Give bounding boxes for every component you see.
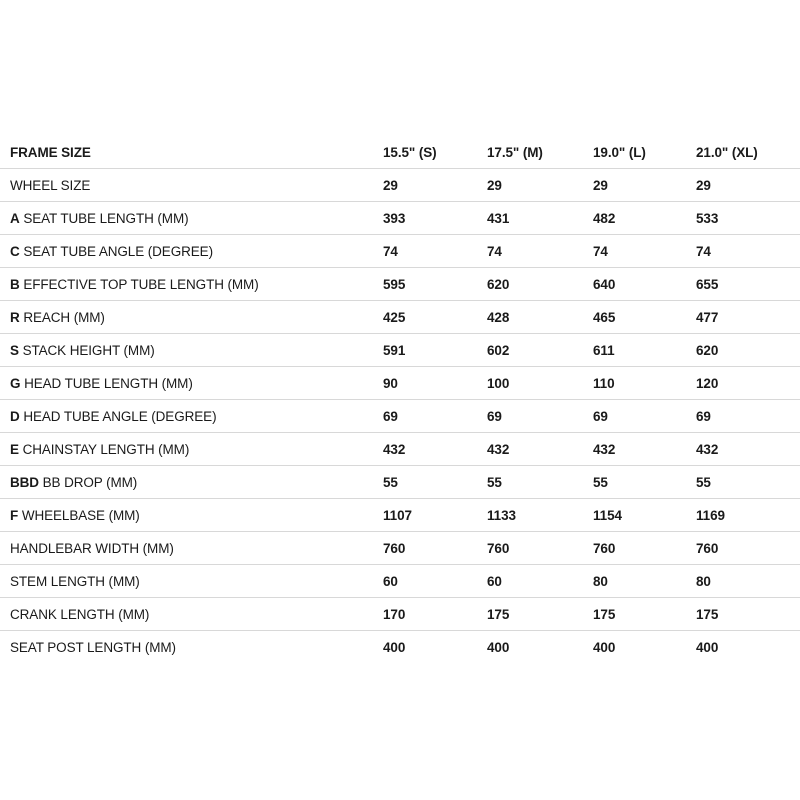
value-cell-s: 393	[383, 202, 487, 235]
measurement-name: WHEELBASE (MM)	[21, 507, 140, 523]
row-label	[0, 235, 383, 268]
table-row	[0, 598, 800, 631]
value-cell-m: 74	[487, 235, 593, 268]
dimension-code: B	[10, 276, 20, 292]
measurement-name: EFFECTIVE TOP TUBE LENGTH (MM)	[23, 276, 259, 292]
value-cell-m: 69	[487, 400, 593, 433]
measurement-name: SEAT TUBE ANGLE (DEGREE)	[23, 243, 213, 259]
value-cell-l: 482	[593, 202, 696, 235]
value-cell-xl: 55	[696, 466, 800, 499]
dimension-code: BBD	[10, 474, 39, 490]
value-cell-xl: 120	[696, 367, 800, 400]
dimension-code: D	[10, 408, 20, 424]
value-cell-l: 640	[593, 268, 696, 301]
value-cell-xl: 80	[696, 565, 800, 598]
table-row	[0, 400, 800, 433]
measurement-name: SEAT POST LENGTH (MM)	[10, 639, 176, 655]
dimension-code: C	[10, 243, 20, 259]
size-header-xl: 21.0" (XL)	[696, 136, 800, 169]
measurement-name: CHAINSTAY LENGTH (MM)	[22, 441, 190, 457]
value-cell-m: 602	[487, 334, 593, 367]
value-cell-m: 620	[487, 268, 593, 301]
value-cell-s: 90	[383, 367, 487, 400]
value-cell-s: 60	[383, 565, 487, 598]
dimension-code: R	[10, 309, 20, 325]
dimension-code: E	[10, 441, 19, 457]
row-label	[0, 334, 383, 367]
table-row	[0, 268, 800, 301]
measurement-name: REACH (MM)	[23, 309, 105, 325]
value-cell-l: 69	[593, 400, 696, 433]
value-cell-s: 425	[383, 301, 487, 334]
size-header-s: 15.5" (S)	[383, 136, 487, 169]
value-cell-xl: 477	[696, 301, 800, 334]
value-cell-m: 400	[487, 639, 510, 655]
value-cell-m: 431	[487, 202, 593, 235]
size-header-m: 17.5" (M)	[487, 136, 593, 169]
header-row	[0, 136, 800, 169]
table-row	[0, 532, 800, 565]
measurement-name: STACK HEIGHT (MM)	[22, 342, 155, 358]
value-cell-l: 611	[593, 334, 696, 367]
geometry-table	[0, 136, 800, 663]
value-cell-xl: 432	[696, 433, 800, 466]
measurement-name: CRANK LENGTH (MM)	[10, 606, 150, 622]
value-cell-s: 760	[383, 532, 487, 565]
geometry-table-body	[0, 136, 800, 663]
value-cell-l: 175	[593, 598, 696, 631]
row-label	[0, 631, 383, 664]
value-cell-s: 55	[383, 466, 487, 499]
measurement-name: HEAD TUBE LENGTH (MM)	[24, 375, 193, 391]
value-cell-m: 55	[487, 466, 593, 499]
table-row	[0, 367, 800, 400]
value-cell-s: 591	[383, 334, 487, 367]
dimension-code: S	[10, 342, 19, 358]
table-row	[0, 334, 800, 367]
frame-size-header: FRAME SIZE	[0, 136, 383, 169]
value-cell-xl: 175	[696, 598, 800, 631]
row-label	[0, 565, 383, 598]
value-cell-xl: 1169	[696, 499, 800, 532]
value-cell-xl: 620	[696, 334, 800, 367]
row-label	[0, 268, 383, 301]
value-cell-xl: 655	[696, 268, 800, 301]
table-row	[0, 433, 800, 466]
value-cell-xl: 533	[696, 202, 800, 235]
row-label	[0, 367, 383, 400]
row-label	[0, 499, 383, 532]
value-cell-m: 432	[487, 433, 593, 466]
dimension-code: G	[10, 375, 21, 391]
value-cell-s: 29	[383, 169, 487, 202]
value-cell-m: 60	[487, 565, 593, 598]
measurement-name: WHEEL SIZE	[10, 177, 91, 193]
table-row	[0, 169, 800, 202]
table-row	[0, 235, 800, 268]
row-label	[0, 400, 383, 433]
value-cell-s: 74	[383, 235, 487, 268]
value-cell-l: 400	[593, 639, 616, 655]
dimension-code: A	[10, 210, 20, 226]
value-cell-l: 29	[593, 169, 696, 202]
value-cell-l: 760	[593, 532, 696, 565]
value-cell-m: 175	[487, 598, 593, 631]
value-cell-m: 428	[487, 301, 593, 334]
measurement-name: BB DROP (MM)	[42, 474, 138, 490]
value-cell-s: 170	[383, 598, 487, 631]
dimension-code: F	[10, 507, 19, 523]
row-label	[0, 466, 383, 499]
value-cell-s: 1107	[383, 499, 487, 532]
table-row	[0, 466, 800, 499]
value-cell-s: 69	[383, 400, 487, 433]
value-cell-m: 760	[487, 532, 593, 565]
value-cell-l: 432	[593, 433, 696, 466]
value-cell-l: 80	[593, 565, 696, 598]
measurement-name: SEAT TUBE LENGTH (MM)	[23, 210, 189, 226]
value-cell-s: 432	[383, 433, 487, 466]
size-header-l: 19.0" (L)	[593, 136, 696, 169]
value-cell-xl: 760	[696, 532, 800, 565]
value-cell-l: 55	[593, 466, 696, 499]
measurement-name: HANDLEBAR WIDTH (MM)	[10, 540, 174, 556]
value-cell-l: 110	[593, 367, 696, 400]
row-label	[0, 433, 383, 466]
row-label	[0, 532, 383, 565]
value-cell-m: 100	[487, 367, 593, 400]
row-label	[0, 202, 383, 235]
measurement-name: HEAD TUBE ANGLE (DEGREE)	[23, 408, 217, 424]
measurement-name: STEM LENGTH (MM)	[10, 573, 140, 589]
table-row	[0, 202, 800, 235]
table-row	[0, 565, 800, 598]
table-row	[0, 301, 800, 334]
value-cell-xl: 400	[696, 639, 719, 655]
value-cell-l: 74	[593, 235, 696, 268]
value-cell-xl: 69	[696, 400, 800, 433]
value-cell-xl: 74	[696, 235, 800, 268]
value-cell-m: 1133	[487, 499, 593, 532]
table-row	[0, 499, 800, 532]
row-label	[0, 301, 383, 334]
value-cell-s: 595	[383, 268, 487, 301]
value-cell-l: 1154	[593, 499, 696, 532]
value-cell-m: 29	[487, 169, 593, 202]
row-label	[0, 169, 383, 202]
value-cell-l: 465	[593, 301, 696, 334]
value-cell-s: 400	[383, 639, 406, 655]
value-cell-xl: 29	[696, 169, 800, 202]
row-label	[0, 598, 383, 631]
table-row	[0, 631, 800, 664]
